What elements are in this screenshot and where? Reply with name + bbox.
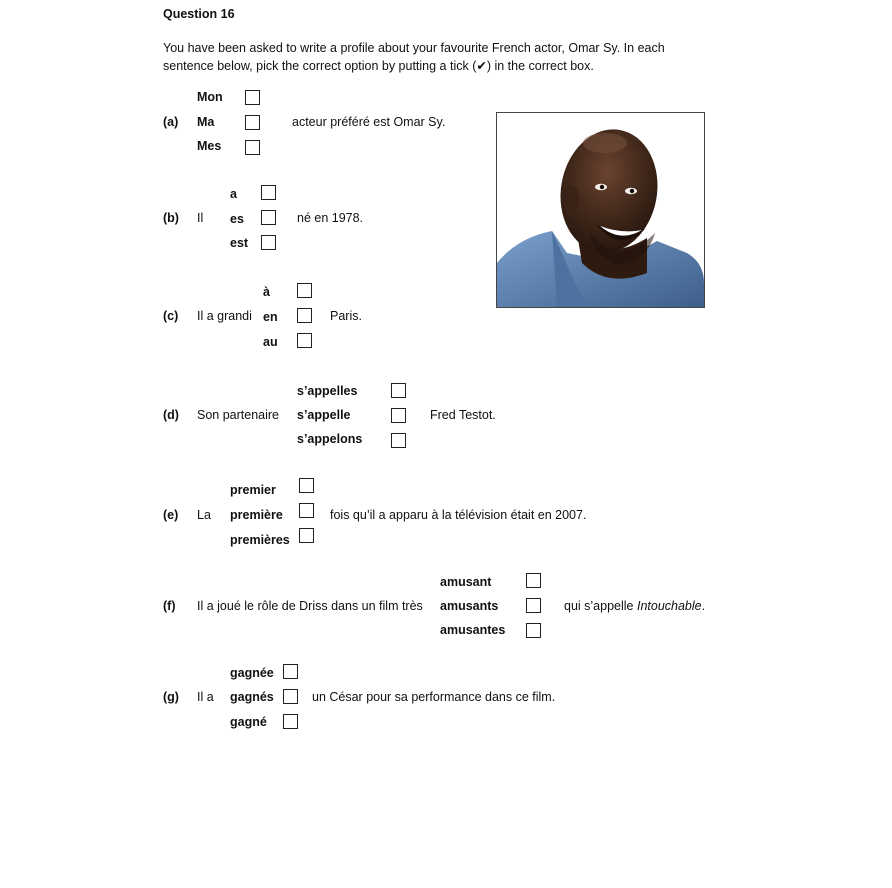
item-b-option-2: es — [230, 212, 244, 226]
item-c-label: (c) — [163, 309, 179, 323]
item-f-suffix-end: . — [701, 599, 706, 613]
item-b-prefix: Il — [197, 211, 204, 225]
item-f-suffix — [564, 598, 705, 614]
item-c-option-2: en — [263, 310, 278, 324]
intro-line-2: sentence below, pick the correct option by putting a tick (✔) in the correct box. — [163, 59, 594, 73]
item-a-option-2: Ma — [197, 115, 215, 129]
item-e-option-1: premier — [230, 483, 276, 497]
item-f-option-3: amusantes — [440, 623, 506, 637]
item-e-label: (e) — [163, 508, 179, 522]
item-b-option-3: est — [230, 236, 249, 250]
item-b-checkbox-1[interactable] — [261, 185, 276, 200]
item-b-checkbox-2[interactable] — [261, 210, 276, 225]
item-b-suffix: né en 1978. — [297, 211, 364, 225]
intro-line-1: You have been asked to write a profile about your favourite French actor, Omar Sy. In each — [163, 41, 665, 55]
item-g-option-3: gagné — [230, 715, 267, 729]
item-e-checkbox-1[interactable] — [299, 478, 314, 493]
item-g-checkbox-1[interactable] — [283, 664, 298, 679]
item-f-prefix: Il a joué le rôle de Driss dans un film très — [197, 599, 423, 613]
item-e-suffix: fois qu’il a apparu à la télévision était en 2007. — [330, 508, 587, 522]
item-d-option-3: s’appelons — [297, 432, 363, 446]
item-a-checkbox-2[interactable] — [245, 115, 260, 130]
item-d-checkbox-1[interactable] — [391, 383, 406, 398]
item-g-checkbox-2[interactable] — [283, 689, 298, 704]
item-f-checkbox-3[interactable] — [526, 623, 541, 638]
item-e-prefix: La — [197, 508, 211, 522]
question-title: Question 16 — [163, 7, 235, 21]
item-g-prefix: Il a — [197, 690, 214, 704]
item-e-option-3: premières — [230, 533, 290, 547]
item-f-checkbox-1[interactable] — [526, 573, 541, 588]
item-f-checkbox-2[interactable] — [526, 598, 541, 613]
item-b-checkbox-3[interactable] — [261, 235, 276, 250]
item-f-label: (f) — [163, 599, 176, 613]
item-c-option-3: au — [263, 335, 278, 349]
item-a-option-3: Mes — [197, 139, 222, 153]
item-g-checkbox-3[interactable] — [283, 714, 298, 729]
item-a-suffix: acteur préféré est Omar Sy. — [292, 115, 446, 129]
item-g-option-1: gagnée — [230, 666, 274, 680]
item-g-option-2: gagnés — [230, 690, 274, 704]
item-d-checkbox-3[interactable] — [391, 433, 406, 448]
item-c-checkbox-2[interactable] — [297, 308, 312, 323]
item-c-checkbox-3[interactable] — [297, 333, 312, 348]
item-c-prefix: Il a grandi — [197, 309, 252, 323]
item-a-checkbox-3[interactable] — [245, 140, 260, 155]
item-e-option-2: première — [230, 508, 283, 522]
item-f-option-2: amusants — [440, 599, 499, 613]
item-c-option-1: à — [263, 285, 270, 299]
item-f-option-1: amusant — [440, 575, 492, 589]
item-e-checkbox-3[interactable] — [299, 528, 314, 543]
item-a-option-1: Mon — [197, 90, 223, 104]
item-d-prefix: Son partenaire — [197, 408, 280, 422]
item-a-label: (a) — [163, 115, 179, 129]
item-g-label: (g) — [163, 690, 179, 704]
item-a-checkbox-1[interactable] — [245, 90, 260, 105]
item-d-option-1: s’appelles — [297, 384, 358, 398]
item-b-label: (b) — [163, 211, 179, 225]
item-e-checkbox-2[interactable] — [299, 503, 314, 518]
item-c-checkbox-1[interactable] — [297, 283, 312, 298]
actor-photo — [496, 112, 705, 308]
item-d-checkbox-2[interactable] — [391, 408, 406, 423]
item-f-suffix-text: qui s’appelle — [564, 599, 637, 613]
item-d-suffix: Fred Testot. — [430, 408, 496, 422]
item-c-suffix: Paris. — [330, 309, 362, 323]
item-b-option-1: a — [230, 187, 237, 201]
item-g-suffix: un César pour sa performance dans ce film. — [312, 690, 556, 704]
item-d-option-2: s’appelle — [297, 408, 351, 422]
item-d-label: (d) — [163, 408, 179, 422]
film-title: Intouchable — [636, 599, 702, 613]
